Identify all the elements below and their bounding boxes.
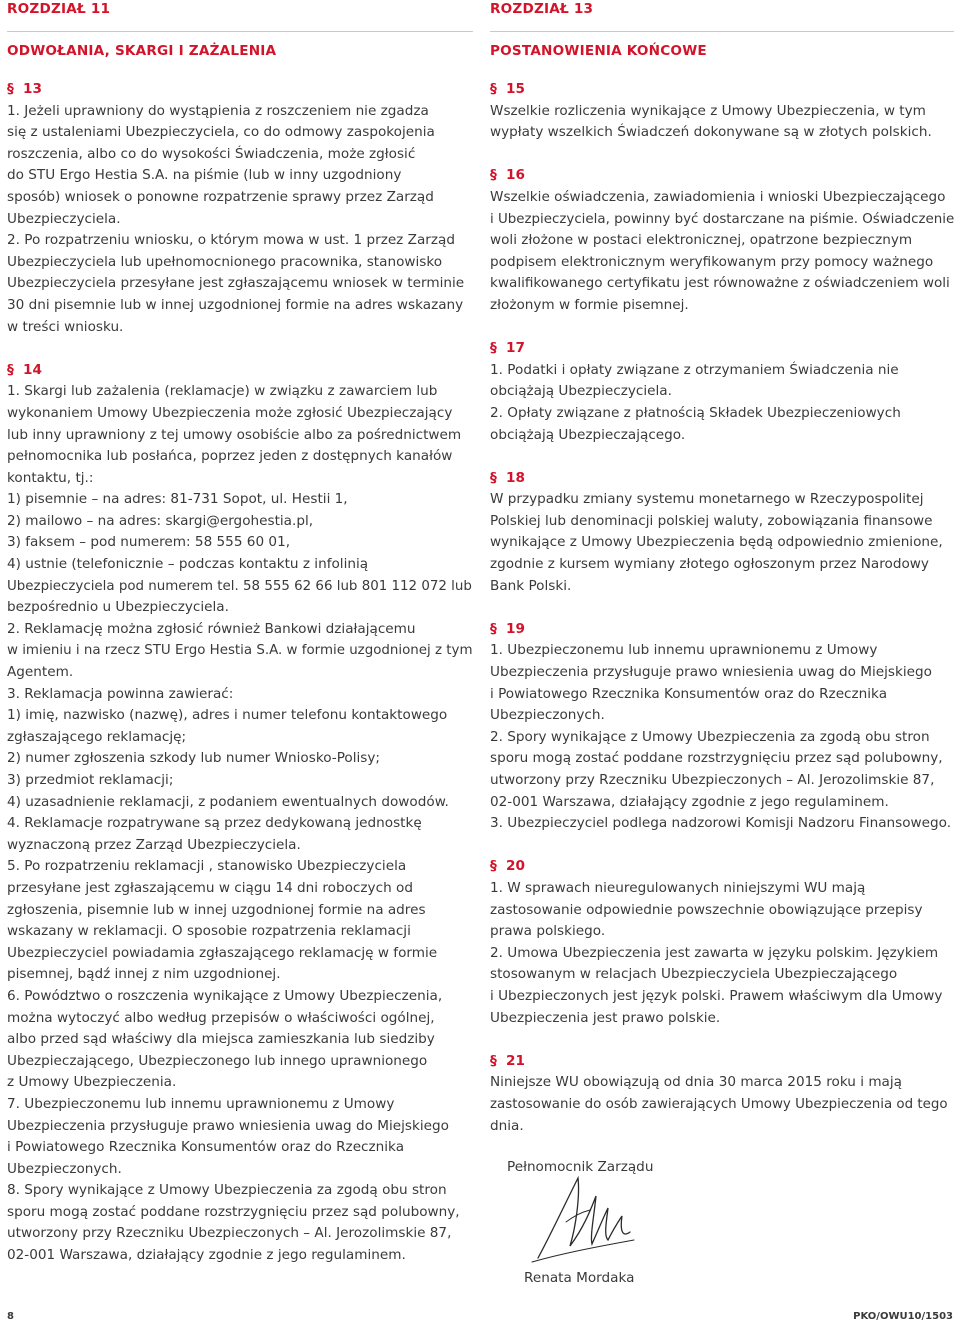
document-code: PKO/OWU10/1503 [853,1311,953,1322]
text-line: i Ubezpieczyciela, powinny być dostarczane na piśmie. Oświadczenie [490,211,955,227]
text-line: 3) faksem – pod numerem: 58 555 60 01, [7,534,291,551]
section-16 [490,144,954,317]
text-line: 2. Po rozpatrzeniu wniosku, o którym mowa w ust. 1 przez Zarząd [7,232,455,249]
text-line: Ubezpieczenia jest prawo polskie. [490,1009,721,1026]
text-line: Ubezpieczyciela pod numerem tel. 58 555 62 66 lub 801 112 072 lub [7,578,472,594]
text-line: 2) numer zgłoszenia szkody lub numer Wniosko-Polisy; [7,750,380,767]
text-line: z Umowy Ubezpieczenia. [7,1074,177,1091]
section-gap [490,144,954,166]
text-line: zastosowanie do osób zawierających Umowy Ubezpieczenia od tego [490,1096,948,1112]
text-line: się z ustaleniami Ubezpieczyciela, co do odmowy zaspokojenia [7,124,435,141]
text-line: 2) mailowo – na adres: skargi@ergohestia.pl, [7,512,314,529]
text-line: zgłaszającego reklamację; [7,728,187,745]
text-line: 3. Reklamacja powinna zawierać: [7,685,234,702]
section-gap [7,338,473,360]
text-line: albo przed sąd właściwy dla miejsca zamieszkania lub siedziby [7,1031,435,1048]
text-line: pisemnej, bądź innej z nim uzgodnionej. [7,966,281,983]
text-line: utworzony przy Rzeczniku Ubezpieczonych – Al. Jerozolimskie 87, [7,1225,452,1242]
section-gap [490,835,954,857]
section-heading [490,338,954,360]
text-line: 8. Spory wynikające z Umowy Ubezpieczenia za zgodą obu stron [7,1182,447,1199]
chapter-title: ODWOŁANIA, SKARGI I ZAŻALENIA [7,43,277,59]
text-line: Ubezpieczyciel powiadamia zgłaszającego reklamację w formie [7,944,438,961]
section-number: 19 [506,620,525,637]
text-line: 1. Skargi lub zażalenia (reklamacje) w związku z zawarciem lub [7,383,438,400]
signature-label: Pełnomocnik Zarządu [507,1159,654,1176]
signature-block [490,1158,954,1288]
signature-name: Renata Mordaka [524,1270,635,1287]
text-line: pełnomocnika lub posłańca, poprzez jeden z dostępnych kanałów [7,448,453,465]
text-line: woli złożone w postaci elektronicznej, opatrzone bezpiecznym [490,232,913,249]
text-line: sporu mogą zostać poddane rozstrzygnięciu przez sąd polubowny, [490,750,943,767]
text-line: 1. Ubezpieczonemu lub innemu uprawnionemu z Umowy [490,642,878,659]
divider [490,31,954,32]
divider [7,31,473,32]
text-line: i Ubezpieczonych jest język polski. Prawem właściwym dla Umowy [490,987,943,1004]
text-line: 2. Umowa Ubezpieczenia jest zawarta w języku polskim. Językiem [490,944,939,961]
section-14 [7,338,473,1267]
text-line: i Powiatowego Rzecznika Konsumentów oraz do Rzecznika [7,1139,405,1156]
paragraph-sign-icon: § [490,81,497,97]
text-line: W przypadku zmiany systemu monetarnego w Rzeczypospolitej [490,491,924,508]
text-line: Ubezpieczonych. [7,1160,122,1177]
text-line: w imieniu i na rzecz STU Ergo Hestia S.A. w formie uzgodnionej z tym [7,643,473,659]
text-line: 2. Reklamację można zgłosić również Bankowi działającemu [7,620,416,637]
chapter-label: ROZDZIAŁ 11 [7,1,111,17]
text-line: kontaktu, tj.: [7,469,94,486]
text-line: 4) ustnie (telefonicznie – podczas kontaktu z infolinią [7,556,369,573]
text-line: zgłoszenia, pisemnie lub w innej uzgodnionej formie na adres [7,901,426,918]
text-line: stosowanym w relacjach Ubezpieczyciela Ubezpieczającego [490,966,898,983]
section-heading [7,79,473,101]
text-line: 5. Po rozpatrzeniu reklamacji , stanowisko Ubezpieczyciela [7,858,407,875]
text-line: kwalifikowanego certyfikatu jest równoważne z oświadczeniem woli [490,275,950,292]
text-line: złożonym w formie pisemnej. [490,296,689,313]
paragraph-sign-icon: § [490,469,497,486]
section-17 [490,317,954,447]
text-line: i Powiatowego Rzecznika Konsumentów oraz do Rzecznika [490,685,888,702]
section-heading [490,165,954,187]
text-line: Agentem. [7,664,74,681]
text-line: 1. Jeżeli uprawniony do wystąpienia z roszczeniem nie zgadza [7,102,429,119]
text-line: utworzony przy Rzeczniku Ubezpieczonych – Al. Jerozolimskie 87, [490,772,935,788]
text-line: 02-001 Warszawa, działający zgodnie z jego regulaminem. [7,1247,406,1264]
text-line: sposób) wniosek o ponowne rozpatrzenie sprawy przez Zarząd [7,188,434,205]
text-line: wskazany w reklamacji. O sposobie rozpatrzenia reklamacji [7,923,411,940]
page-number: 8 [7,1311,14,1322]
section-19 [490,597,954,835]
text-line: Ubezpieczyciela. [7,210,121,227]
text-line: 7. Ubezpieczonemu lub innemu uprawnionemu z Umowy [7,1095,395,1112]
text-line: Ubezpieczenia przysługuje prawo wniesienia uwag do Miejskiego [490,664,932,681]
paragraph-sign-icon: § [490,858,497,875]
text-line: zastosowanie odpowiednie powszechnie obowiązujące przepisy [490,901,923,918]
section-heading [490,79,954,101]
paragraph-sign-icon: § [7,81,14,97]
paragraph-sign-icon: § [490,1052,497,1069]
text-line: sporu mogą zostać poddane rozstrzygnięciu przez sąd polubowny, [7,1203,460,1220]
text-line: można wytoczyć albo według przepisów o właściwości ogólnej, [7,1009,435,1026]
sections [490,79,954,1137]
sections [7,79,473,1267]
text-line: wyznaczoną przez Zarząd Ubezpieczyciela. [7,836,301,853]
text-line: Polskiej lub denominacji polskiej waluty, zobowiązania finansowe [490,512,933,529]
text-line: w treści wniosku. [7,318,124,335]
text-line: 1) imię, nazwisko (nazwę), adres i numer telefonu kontaktowego [7,707,448,724]
section-number: 20 [506,858,525,875]
text-line: 2. Spory wynikające z Umowy Ubezpieczenia za zgodą obu stron [490,728,930,745]
section-number: 13 [23,81,42,97]
text-line: wynikające z Umowy Ubezpieczenia będą odpowiednio zmienione, [490,534,943,551]
section-number: 21 [506,1052,525,1069]
text-line: 3) przedmiot reklamacji; [7,772,174,788]
section-21 [490,1029,954,1137]
text-line: Wszelkie rozliczenia wynikające z Umowy Ubezpieczenia, w tym [490,102,926,119]
text-line: podpisem elektronicznym weryfikowanym przy pomocy ważnego [490,253,934,270]
text-line: Niniejsze WU obowiązują od dnia 30 marca 2015 roku i mają [490,1074,902,1091]
section-number: 15 [506,81,525,97]
text-line: roszczenia, albo co do wysokości Świadczenia, może zgłosić [7,145,416,162]
text-line: obciążają Ubezpieczyciela. [490,383,672,400]
text-line: 1. W sprawach nieuregulowanych niniejszymi WU mają [490,879,866,896]
paragraph-sign-icon: § [7,361,14,378]
section-20 [490,835,954,1029]
section-gap [490,446,954,468]
section-18 [490,446,954,597]
section-heading [490,856,954,878]
section-number: 17 [506,340,525,357]
text-line: do STU Ergo Hestia S.A. na piśmie (lub w inny uzgodniony [7,167,402,184]
text-line: 3. Ubezpieczyciel podlega nadzorowi Komisji Nadzoru Finansowego. [490,815,952,832]
section-13 [7,79,473,338]
text-line: 4. Reklamacje rozpatrywane są przez dedykowaną jednostkę [7,815,422,832]
paragraph-sign-icon: § [490,167,497,184]
text-line: Ubezpieczonych. [490,707,605,724]
text-line: 6. Powództwo o roszczenia wynikające z Umowy Ubezpieczenia, [7,987,443,1004]
text-line: 1) pisemnie – na adres: 81-731 Sopot, ul. Hestii 1, [7,491,348,508]
text-line: Ubezpieczenia przysługuje prawo wniesienia uwag do Miejskiego [7,1117,449,1134]
text-line: zgodnie z kursem wymiany złotego ogłoszonym przez Narodowy [490,556,929,573]
chapter-label: ROZDZIAŁ 13 [490,1,594,17]
paragraph-sign-icon: § [490,340,497,357]
section-number: 14 [23,361,42,378]
section-heading [490,619,954,641]
text-line: dnia. [490,1117,524,1134]
section-gap [490,597,954,619]
text-line: Ubezpieczającego, Ubezpieczonego lub innego uprawnionego [7,1052,428,1069]
section-heading [7,360,473,382]
text-line: 2. Opłaty związane z płatnością Składek Ubezpieczeniowych [490,404,901,421]
text-line: Wszelkie oświadczenia, zawiadomienia i wnioski Ubezpieczającego [490,188,946,205]
signature-image [530,1166,640,1266]
text-line: Ubezpieczyciela przesyłane jest zgłaszającemu wniosek w terminie [7,275,465,292]
chapter-title: POSTANOWIENIA KOŃCOWE [490,43,707,59]
text-line: wykonaniem Umowy Ubezpieczenia może zgłosić Ubezpieczający [7,404,453,421]
text-line: 02-001 Warszawa, działający zgodnie z jego regulaminem. [490,793,889,810]
text-line: wypłaty wszelkich Świadczeń dokonywane są w złotych polskich. [490,124,932,141]
section-gap [490,317,954,339]
text-line: Ubezpieczyciela lub upełnomocnionego pracownika, stanowisko [7,253,443,270]
text-line: 4) uzasadnienie reklamacji, z podaniem ewentualnych dowodów. [7,793,449,810]
section-heading [490,468,954,490]
right-column [490,0,954,1288]
text-line: przesyłane jest zgłaszającemu w ciągu 14 dni roboczych od [7,879,413,896]
section-number: 18 [506,469,525,486]
text-line: 30 dni pisemnie lub w innej uzgodnionej formie na adres wskazany [7,296,464,313]
text-line: bezpośrednio u Ubezpieczyciela. [7,599,229,616]
section-heading [490,1051,954,1073]
section-gap [490,1029,954,1051]
text-line: Bank Polski. [490,577,572,594]
paragraph-sign-icon: § [490,620,497,637]
text-line: lub inny uprawniony z tej umowy osobiście albo za pośrednictwem [7,426,462,443]
left-column [7,0,473,1267]
text-line: 1. Podatki i opłaty związane z otrzymaniem Świadczenia nie [490,361,899,378]
section-15 [490,79,954,144]
text-line: obciążają Ubezpieczającego. [490,426,686,443]
text-line: prawa polskiego. [490,923,606,940]
section-number: 16 [506,167,525,184]
